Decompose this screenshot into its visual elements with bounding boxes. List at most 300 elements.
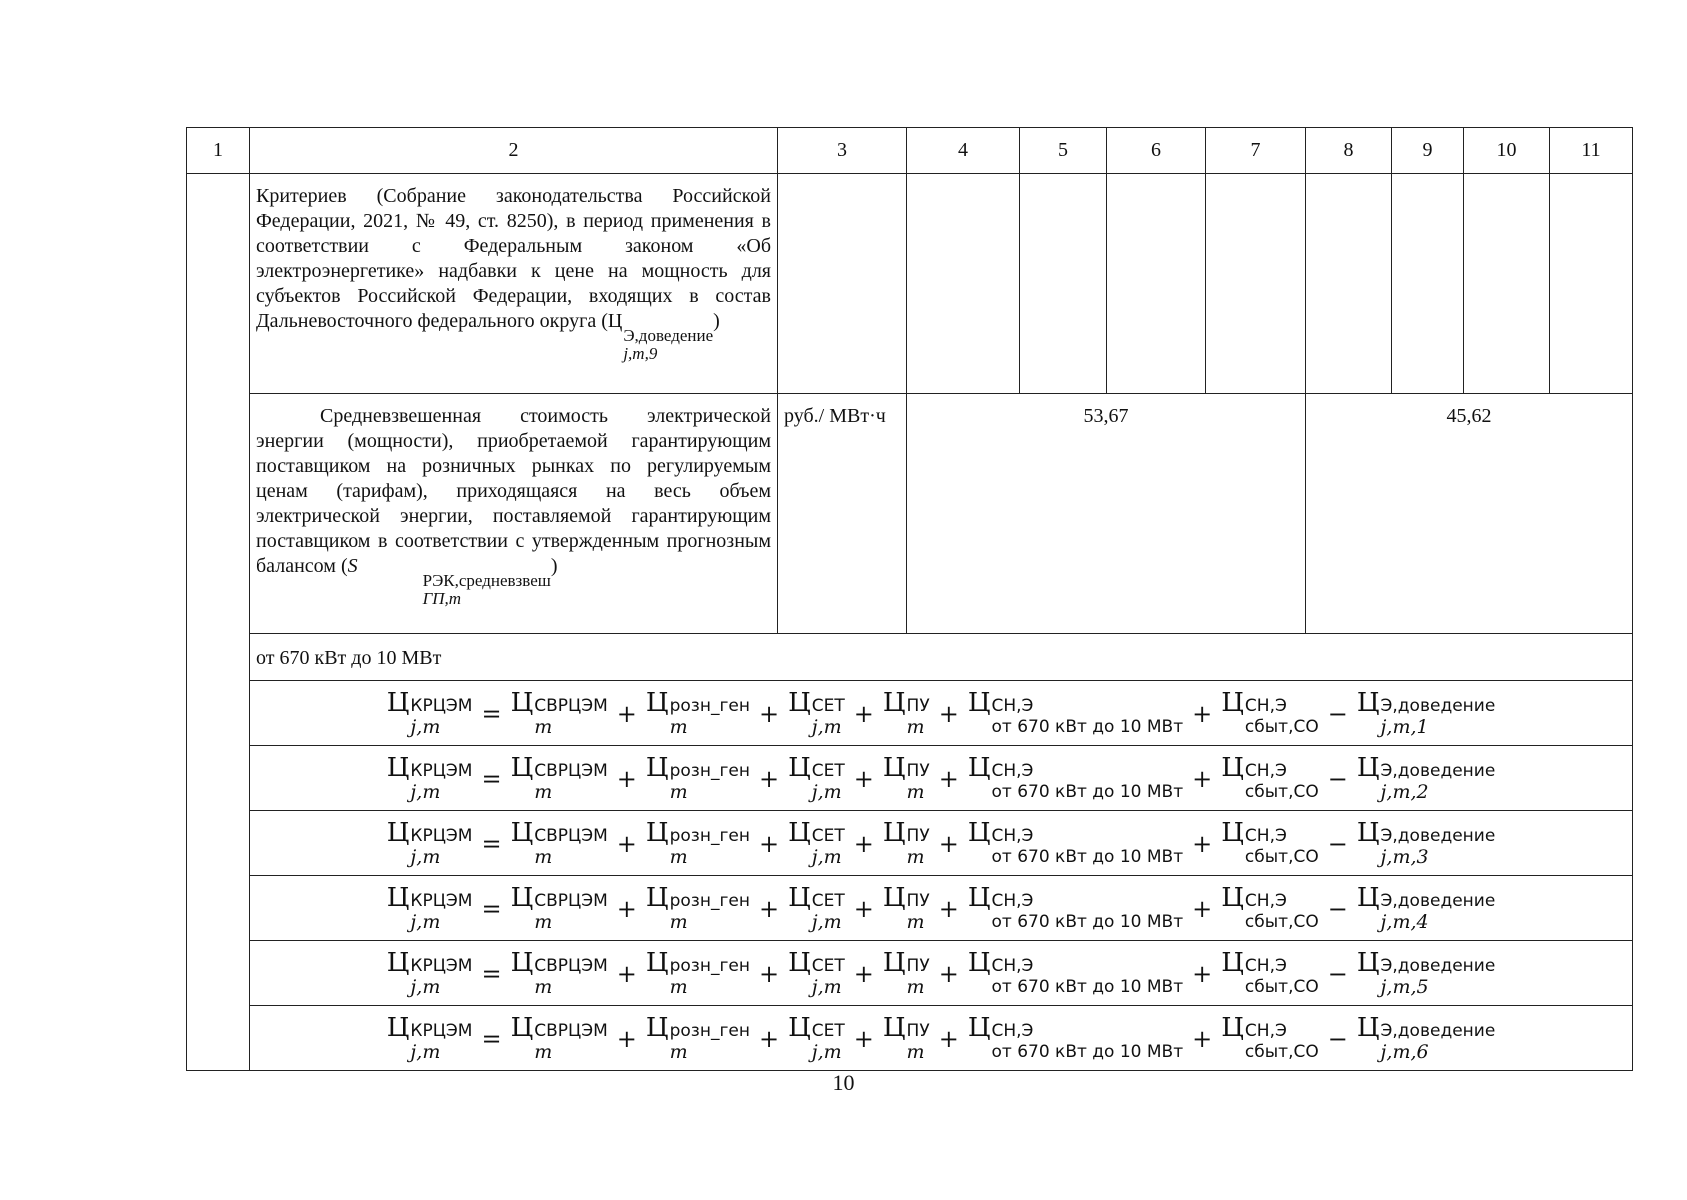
formula-term bbox=[967, 1012, 1184, 1063]
formula-term bbox=[1221, 752, 1319, 803]
formula-operator: = bbox=[481, 829, 502, 858]
formula-operator: = bbox=[481, 764, 502, 793]
term-base: Ц bbox=[967, 752, 991, 783]
empty-cell bbox=[1392, 174, 1464, 394]
term-base: Ц bbox=[882, 947, 906, 978]
term-scripts bbox=[670, 826, 750, 868]
formula-operator: + bbox=[616, 829, 637, 858]
term-base: Ц bbox=[1356, 752, 1380, 783]
term-base: Ц bbox=[386, 882, 410, 913]
formula-row bbox=[187, 746, 1633, 811]
term-base: Ц bbox=[788, 687, 811, 718]
term-subscript: m bbox=[669, 715, 688, 738]
term-superscript: СН,Э bbox=[991, 695, 1034, 716]
term-superscript: КРЦЭМ bbox=[410, 695, 473, 716]
term-subscript: m bbox=[906, 715, 925, 738]
term-base: Ц bbox=[386, 947, 410, 978]
term-superscript: СВРЦЭМ bbox=[534, 955, 608, 976]
term-base: Ц bbox=[386, 1012, 410, 1043]
formula-operator: + bbox=[853, 959, 874, 988]
formula-term bbox=[1221, 882, 1319, 933]
header-col-3: 3 bbox=[778, 128, 907, 174]
term-superscript: СВРЦЭМ bbox=[534, 760, 608, 781]
term-scripts bbox=[812, 956, 845, 998]
term-scripts bbox=[670, 956, 750, 998]
term-superscript: ПУ bbox=[906, 760, 930, 781]
term-subscript: сбыт,СО bbox=[1244, 846, 1319, 867]
term-subscript: m bbox=[534, 1040, 553, 1063]
term-subscript: m bbox=[534, 845, 553, 868]
formula-term bbox=[967, 752, 1184, 803]
header-col-5: 5 bbox=[1020, 128, 1107, 174]
term-superscript: СН,Э bbox=[1244, 890, 1287, 911]
formula-term bbox=[1356, 1012, 1496, 1063]
formula-operator: + bbox=[616, 959, 637, 988]
term-superscript: СЕТ bbox=[811, 890, 845, 911]
term-base: Ц bbox=[510, 817, 534, 848]
header-col-9: 9 bbox=[1392, 128, 1464, 174]
subheading-row bbox=[187, 634, 1633, 681]
term-superscript: СН,Э bbox=[1244, 695, 1287, 716]
term-base: Ц bbox=[645, 882, 669, 913]
formula-operator: + bbox=[758, 1024, 780, 1053]
term-superscript: СН,Э bbox=[1244, 1020, 1287, 1041]
term-subscript: m bbox=[534, 975, 553, 998]
term-base: Ц bbox=[788, 752, 811, 783]
term-superscript: СН,Э bbox=[991, 955, 1034, 976]
term-scripts bbox=[1381, 956, 1496, 998]
formula-term bbox=[967, 817, 1184, 868]
term-superscript: Э,доведение bbox=[1380, 825, 1496, 846]
formula-row bbox=[187, 876, 1633, 941]
header-col-10: 10 bbox=[1464, 128, 1550, 174]
term-scripts bbox=[1245, 826, 1319, 868]
empty-cell bbox=[1306, 174, 1392, 394]
formula-term bbox=[645, 1012, 750, 1063]
formula-term bbox=[882, 817, 930, 868]
term-subscript: m bbox=[906, 780, 925, 803]
formula-operator: + bbox=[853, 894, 874, 923]
term-subscript: j,m bbox=[811, 715, 842, 738]
term-base: Ц bbox=[967, 687, 991, 718]
formula-term bbox=[510, 1012, 608, 1063]
term-base: Ц bbox=[645, 752, 669, 783]
term-scripts bbox=[992, 956, 1184, 998]
term-scripts bbox=[670, 761, 750, 803]
formula bbox=[250, 819, 1632, 868]
term-superscript: розн_ген bbox=[669, 890, 750, 911]
formula bbox=[250, 689, 1632, 738]
formula-row bbox=[187, 1006, 1633, 1071]
formula-operator: + bbox=[758, 959, 780, 988]
term-subscript: m bbox=[534, 715, 553, 738]
term-base: Ц bbox=[510, 947, 534, 978]
term-base: Ц bbox=[510, 752, 534, 783]
formula-operator: + bbox=[853, 699, 874, 728]
term-scripts bbox=[907, 826, 930, 868]
term-base: Ц bbox=[1356, 687, 1380, 718]
formula-operator: + bbox=[1192, 894, 1213, 923]
formula-operator: + bbox=[1192, 959, 1213, 988]
term-base: Ц bbox=[386, 752, 410, 783]
formula-operator: + bbox=[616, 1024, 637, 1053]
term-subscript: j,m bbox=[811, 1040, 842, 1063]
term-scripts bbox=[534, 826, 608, 868]
formula-cell bbox=[250, 746, 1633, 811]
formula-term bbox=[1221, 817, 1319, 868]
term-superscript: СЕТ bbox=[811, 825, 845, 846]
formula-term bbox=[967, 882, 1184, 933]
formula-operator: = bbox=[481, 894, 502, 923]
formula-term bbox=[645, 687, 750, 738]
term-superscript: СН,Э bbox=[991, 890, 1034, 911]
formula-row bbox=[187, 811, 1633, 876]
formula-term bbox=[882, 947, 930, 998]
criteria-text-cell: Критериев (Собрание законодательства Российской Федерации, 2021, № 49, ст. 8250), в период применения в соответствии с Федеральным законом «Об электроэнергетике» надбавки к цене на мощность для субъектов Российской Федерации, входящих в состав Дальневосточного федерального округа (Ц Э,доведение j,m,9 ) bbox=[250, 174, 778, 394]
empty-cell bbox=[907, 174, 1020, 394]
formula-term bbox=[1356, 752, 1496, 803]
units-cell-empty bbox=[778, 174, 907, 394]
term-subscript: от 670 кВт до 10 МВт bbox=[991, 716, 1184, 737]
empty-cell bbox=[1464, 174, 1550, 394]
term-superscript: розн_ген bbox=[669, 1020, 750, 1041]
term-subscript: j,m bbox=[410, 1040, 441, 1063]
term-superscript: Э,доведение bbox=[1380, 955, 1496, 976]
formula-operator: + bbox=[938, 699, 959, 728]
formula-term bbox=[788, 947, 845, 998]
term-subscript: от 670 кВт до 10 МВт bbox=[991, 911, 1184, 932]
header-col-8: 8 bbox=[1306, 128, 1392, 174]
criteria-symbol: Ц Э,доведение j,m,9 bbox=[607, 310, 714, 363]
formula-operator: − bbox=[1327, 764, 1348, 793]
term-subscript: m bbox=[669, 910, 688, 933]
header-col-6: 6 bbox=[1107, 128, 1206, 174]
term-base: Ц bbox=[788, 1012, 811, 1043]
formula-term bbox=[386, 687, 473, 738]
term-superscript: КРЦЭМ bbox=[410, 760, 473, 781]
term-superscript: ПУ bbox=[906, 825, 930, 846]
formula-operator: + bbox=[616, 764, 637, 793]
term-superscript: СН,Э bbox=[1244, 955, 1287, 976]
formula bbox=[250, 1014, 1632, 1063]
formula-operator: + bbox=[938, 764, 959, 793]
term-scripts bbox=[1245, 891, 1319, 933]
formula-cell bbox=[250, 1006, 1633, 1071]
term-scripts bbox=[907, 696, 930, 738]
weighted-cost-text: Средневзвешенная стоимость электрической энергии (мощности), приобретаемой гарантирующим поставщиком на розничных рынках по регулируемым ценам (тарифам), приходящаяся на весь объем электрической энергии, поставляемой гарантирующим поставщиком в соответствии с утвержденным прогнозным балансом ( bbox=[256, 405, 771, 577]
term-scripts bbox=[1381, 891, 1496, 933]
term-subscript: j,m bbox=[811, 975, 842, 998]
formula-operator: − bbox=[1327, 959, 1348, 988]
term-scripts bbox=[410, 696, 472, 738]
formula-operator: + bbox=[938, 829, 959, 858]
term-subscript: сбыт,СО bbox=[1244, 781, 1319, 802]
formula-operator: − bbox=[1327, 699, 1348, 728]
formula-term bbox=[788, 882, 845, 933]
term-base: Ц bbox=[788, 817, 811, 848]
formula-term bbox=[882, 1012, 930, 1063]
formula-term bbox=[788, 1012, 845, 1063]
formula-operator: + bbox=[938, 1024, 959, 1053]
term-superscript: ПУ bbox=[906, 695, 930, 716]
term-base: Ц bbox=[882, 687, 906, 718]
formula-operator: − bbox=[1327, 1024, 1348, 1053]
term-subscript: j,m,2 bbox=[1380, 780, 1429, 803]
formula-operator: + bbox=[758, 699, 780, 728]
formula-cell bbox=[250, 876, 1633, 941]
criteria-text: Критериев (Собрание законодательства Российской Федерации, 2021, № 49, ст. 8250), в период применения в соответствии с Федеральным законом «Об электроэнергетике» надбавки к цене на мощность для субъектов Российской Федерации, входящих в состав Дальневосточного федерального округа ( bbox=[256, 185, 771, 332]
term-subscript: j,m bbox=[410, 845, 441, 868]
header-col-1: 1 bbox=[187, 128, 250, 174]
formula-operator: + bbox=[758, 829, 780, 858]
term-scripts bbox=[410, 891, 472, 933]
formula-term bbox=[882, 882, 930, 933]
formula-term bbox=[645, 947, 750, 998]
term-base: Ц bbox=[788, 947, 811, 978]
term-base: Ц bbox=[510, 1012, 534, 1043]
term-base: Ц bbox=[882, 1012, 906, 1043]
term-scripts bbox=[992, 1021, 1184, 1063]
row-number-cell bbox=[187, 174, 250, 1071]
term-subscript: j,m,1 bbox=[1380, 715, 1429, 738]
term-superscript: СН,Э bbox=[991, 760, 1034, 781]
term-subscript: j,m bbox=[811, 910, 842, 933]
formula-term bbox=[788, 752, 845, 803]
term-subscript: от 670 кВт до 10 МВт bbox=[991, 781, 1184, 802]
term-superscript: СН,Э bbox=[991, 825, 1034, 846]
term-superscript: СЕТ bbox=[811, 760, 845, 781]
term-scripts bbox=[670, 1021, 750, 1063]
term-subscript: от 670 кВт до 10 МВт bbox=[991, 976, 1184, 997]
term-scripts bbox=[992, 761, 1184, 803]
formula-operator: + bbox=[938, 959, 959, 988]
term-base: Ц bbox=[1221, 947, 1244, 978]
empty-cell bbox=[1550, 174, 1633, 394]
units-cell: руб./ МВт·ч bbox=[778, 394, 907, 634]
header-col-2: 2 bbox=[250, 128, 778, 174]
term-base: Ц bbox=[510, 882, 534, 913]
term-base: Ц bbox=[967, 1012, 991, 1043]
term-scripts bbox=[907, 1021, 930, 1063]
term-subscript: j,m,3 bbox=[1380, 845, 1429, 868]
formula-operator: − bbox=[1327, 894, 1348, 923]
formula-operator: + bbox=[1192, 829, 1213, 858]
term-base: Ц bbox=[510, 687, 534, 718]
term-scripts bbox=[1381, 761, 1496, 803]
subheading: от 670 кВт до 10 МВт bbox=[250, 634, 1633, 681]
term-subscript: сбыт,СО bbox=[1244, 716, 1319, 737]
term-subscript: j,m,6 bbox=[1380, 1040, 1429, 1063]
formula-term bbox=[967, 947, 1184, 998]
formula-operator: + bbox=[758, 894, 780, 923]
formula-term bbox=[510, 752, 608, 803]
formula-operator: + bbox=[853, 829, 874, 858]
term-superscript: СЕТ bbox=[811, 695, 845, 716]
term-subscript: m bbox=[669, 780, 688, 803]
formula-term bbox=[386, 947, 473, 998]
term-base: Ц bbox=[1356, 1012, 1380, 1043]
formula-operator: + bbox=[1192, 1024, 1213, 1053]
term-superscript: розн_ген bbox=[669, 760, 750, 781]
term-scripts bbox=[992, 696, 1184, 738]
term-scripts bbox=[534, 761, 608, 803]
term-subscript: j,m bbox=[410, 715, 441, 738]
formula-term bbox=[510, 687, 608, 738]
empty-cell bbox=[1206, 174, 1306, 394]
term-scripts bbox=[410, 1021, 472, 1063]
term-base: Ц bbox=[882, 882, 906, 913]
formula-term bbox=[967, 687, 1184, 738]
formula-operator: + bbox=[853, 764, 874, 793]
term-base: Ц bbox=[645, 817, 669, 848]
term-scripts bbox=[410, 956, 472, 998]
formula-operator: − bbox=[1327, 829, 1348, 858]
term-superscript: СВРЦЭМ bbox=[534, 825, 608, 846]
term-scripts bbox=[992, 826, 1184, 868]
term-base: Ц bbox=[1221, 1012, 1244, 1043]
term-subscript: j,m bbox=[811, 845, 842, 868]
term-superscript: СН,Э bbox=[1244, 760, 1287, 781]
term-subscript: от 670 кВт до 10 МВт bbox=[991, 1041, 1184, 1062]
term-scripts bbox=[812, 1021, 845, 1063]
term-subscript: m bbox=[906, 975, 925, 998]
term-subscript: j,m bbox=[410, 780, 441, 803]
term-scripts bbox=[1245, 956, 1319, 998]
value-cell-a: 53,67 bbox=[907, 394, 1306, 634]
formula-term bbox=[882, 752, 930, 803]
term-subscript: m bbox=[669, 1040, 688, 1063]
term-superscript: СВРЦЭМ bbox=[534, 695, 608, 716]
term-base: Ц bbox=[1221, 882, 1244, 913]
weighted-cost-row bbox=[187, 394, 1633, 634]
formula-row bbox=[187, 681, 1633, 746]
page-number: 10 bbox=[832, 1070, 855, 1095]
term-subscript: сбыт,СО bbox=[1244, 1041, 1319, 1062]
term-base: Ц bbox=[645, 687, 669, 718]
term-superscript: СН,Э bbox=[991, 1020, 1034, 1041]
term-superscript: КРЦЭМ bbox=[410, 825, 473, 846]
term-base: Ц bbox=[882, 817, 906, 848]
formula-term bbox=[510, 947, 608, 998]
term-superscript: КРЦЭМ bbox=[410, 1020, 473, 1041]
header-col-4: 4 bbox=[907, 128, 1020, 174]
weighted-cost-symbol: S РЭК,средневзвеш ГП,m bbox=[347, 555, 551, 608]
formula-operator: = bbox=[481, 959, 502, 988]
term-scripts bbox=[534, 696, 608, 738]
term-superscript: ПУ bbox=[906, 1020, 930, 1041]
term-base: Ц bbox=[1221, 817, 1244, 848]
term-subscript: m bbox=[534, 910, 553, 933]
empty-cell bbox=[1107, 174, 1206, 394]
term-superscript: СН,Э bbox=[1244, 825, 1287, 846]
term-subscript: m bbox=[669, 975, 688, 998]
formula bbox=[250, 949, 1632, 998]
term-superscript: СЕТ bbox=[811, 955, 845, 976]
formula-operator: + bbox=[938, 894, 959, 923]
term-superscript: КРЦЭМ bbox=[410, 890, 473, 911]
formula bbox=[250, 754, 1632, 803]
term-base: Ц bbox=[645, 1012, 669, 1043]
term-scripts bbox=[1245, 761, 1319, 803]
term-base: Ц bbox=[967, 947, 991, 978]
term-subscript: j,m,5 bbox=[1380, 975, 1429, 998]
formula-term bbox=[386, 817, 473, 868]
formula-term bbox=[882, 687, 930, 738]
header-row bbox=[187, 128, 1633, 174]
term-superscript: ПУ bbox=[906, 955, 930, 976]
formula-term bbox=[386, 752, 473, 803]
term-superscript: СВРЦЭМ bbox=[534, 890, 608, 911]
term-base: Ц bbox=[1356, 947, 1380, 978]
formula-operator: + bbox=[1192, 699, 1213, 728]
term-base: Ц bbox=[386, 817, 410, 848]
term-superscript: ПУ bbox=[906, 890, 930, 911]
term-scripts bbox=[812, 696, 845, 738]
term-subscript: j,m bbox=[811, 780, 842, 803]
term-superscript: СЕТ bbox=[811, 1020, 845, 1041]
formula-operator: + bbox=[758, 764, 780, 793]
formula-term bbox=[1356, 882, 1496, 933]
term-scripts bbox=[670, 696, 750, 738]
term-superscript: КРЦЭМ bbox=[410, 955, 473, 976]
term-superscript: розн_ген bbox=[669, 955, 750, 976]
term-base: Ц bbox=[1356, 817, 1380, 848]
formula-row bbox=[187, 941, 1633, 1006]
formula-term bbox=[645, 817, 750, 868]
term-base: Ц bbox=[1221, 752, 1244, 783]
formula-operator: = bbox=[481, 699, 502, 728]
term-subscript: m bbox=[534, 780, 553, 803]
formula-term bbox=[1221, 947, 1319, 998]
formula-term bbox=[386, 882, 473, 933]
value-cell-b: 45,62 bbox=[1306, 394, 1633, 634]
term-scripts bbox=[534, 1021, 608, 1063]
term-superscript: Э,доведение bbox=[1380, 890, 1496, 911]
term-subscript: сбыт,СО bbox=[1244, 911, 1319, 932]
term-scripts bbox=[907, 761, 930, 803]
term-base: Ц bbox=[882, 752, 906, 783]
formula-term bbox=[788, 817, 845, 868]
formula-term bbox=[510, 882, 608, 933]
term-subscript: сбыт,СО bbox=[1244, 976, 1319, 997]
term-scripts bbox=[907, 956, 930, 998]
criteria-continuation-row bbox=[187, 174, 1633, 394]
term-subscript: m bbox=[669, 845, 688, 868]
tariff-table bbox=[186, 127, 1633, 1071]
term-superscript: розн_ген bbox=[669, 695, 750, 716]
formula-term bbox=[788, 687, 845, 738]
term-subscript: m bbox=[906, 910, 925, 933]
formula-term bbox=[1221, 687, 1319, 738]
term-superscript: Э,доведение bbox=[1380, 760, 1496, 781]
term-subscript: m bbox=[906, 845, 925, 868]
formula-term bbox=[645, 882, 750, 933]
term-base: Ц bbox=[967, 882, 991, 913]
formula bbox=[250, 884, 1632, 933]
formula-operator: + bbox=[616, 894, 637, 923]
term-superscript: СВРЦЭМ bbox=[534, 1020, 608, 1041]
term-scripts bbox=[534, 956, 608, 998]
formula-operator: + bbox=[1192, 764, 1213, 793]
term-base: Ц bbox=[967, 817, 991, 848]
term-base: Ц bbox=[386, 687, 410, 718]
term-scripts bbox=[1381, 696, 1496, 738]
formula-operator: = bbox=[481, 1024, 502, 1053]
term-subscript: j,m bbox=[410, 910, 441, 933]
formula-term bbox=[386, 1012, 473, 1063]
term-base: Ц bbox=[1356, 882, 1380, 913]
term-scripts bbox=[1381, 1021, 1496, 1063]
